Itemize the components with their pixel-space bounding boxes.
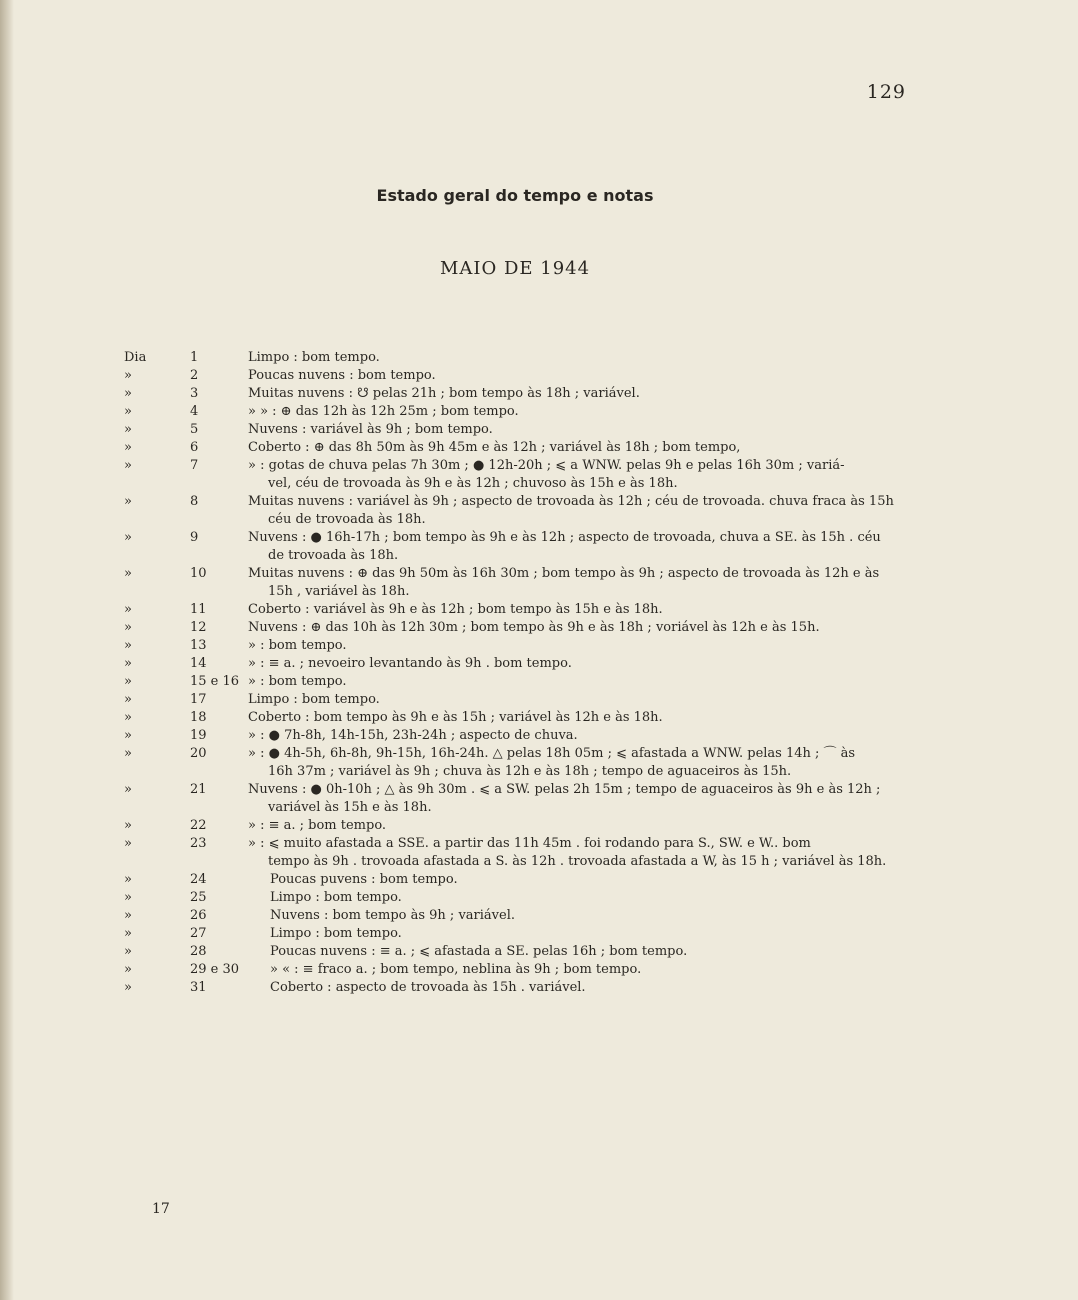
entry-marker: »: [124, 692, 132, 707]
entry-text-continuation: 15h , variável às 18h.: [268, 584, 410, 599]
entry-row: [120, 925, 910, 943]
entry-text-continuation: tempo às 9h . trovoada afastada a S. às 12h . trovoada afastada a W, às 15 h ; variável às 18h.: [268, 854, 887, 869]
entry-day: 7: [190, 458, 199, 473]
entry-day: 1: [190, 350, 199, 365]
entry-row: [120, 655, 910, 673]
entry-row: [120, 637, 910, 655]
entry-day: 6: [190, 440, 199, 455]
entry-marker: »: [124, 926, 132, 941]
entry-marker: »: [124, 638, 132, 653]
entry-marker: »: [124, 782, 132, 797]
entry-row: [120, 367, 910, 385]
entry-text: » : ● 4h-5h, 6h-8h, 9h-15h, 16h-24h. △ pelas 18h 05m ; ⩽ afastada a WNW. pelas 14h ; ⌒ às: [248, 746, 856, 761]
entry-day: 26: [190, 908, 207, 923]
entry-day: 20: [190, 746, 207, 761]
entry-text: » : bom tempo.: [248, 674, 347, 689]
entry-text: » : ⩽ muito afastada a SSE. a partir das 11h 45m . foi rodando para S., SW. e W.. bom: [248, 836, 811, 851]
entry-day: 21: [190, 782, 207, 797]
entry-row: [120, 709, 910, 727]
entry-day: 3: [190, 386, 199, 401]
entry-day: 27: [190, 926, 207, 941]
entry-text: Coberto : variável às 9h e às 12h ; bom tempo às 15h e às 18h.: [248, 602, 663, 617]
entry-day: 22: [190, 818, 207, 833]
page-title: Estado geral do tempo e notas: [376, 186, 654, 205]
entry-day: 2: [190, 368, 199, 383]
entry-text: Nuvens : ● 0h-10h ; △ às 9h 30m . ⩽ a SW. pelas 2h 15m ; tempo de aguaceiros às 9h e às 12h ;: [248, 782, 881, 797]
entry-text: » : ≡ a. ; nevoeiro levantando às 9h . bom tempo.: [248, 656, 572, 671]
entry-marker: »: [124, 944, 132, 959]
entry-marker: »: [124, 530, 132, 545]
entry-marker: »: [124, 746, 132, 761]
entry-marker: Dia: [124, 350, 147, 365]
entry-marker: »: [124, 458, 132, 473]
entry-day: 11: [190, 602, 207, 617]
entry-text-continuation: vel, céu de trovoada às 9h e às 12h ; chuvoso às 15h e às 18h.: [268, 476, 678, 491]
entry-text-continuation: variável às 15h e às 18h.: [268, 800, 432, 815]
entry-day: 9: [190, 530, 199, 545]
entry-row: [120, 457, 910, 493]
entry-row: [120, 817, 910, 835]
entry-text: Muitas nuvens : variável às 9h ; aspecto de trovoada às 12h ; céu de trovoada. chuva fraca às 15h: [248, 494, 894, 509]
entry-day: 23: [190, 836, 207, 851]
entry-text: Nuvens : bom tempo às 9h ; variável.: [270, 908, 515, 923]
entry-row: [120, 673, 910, 691]
entry-row: [120, 565, 910, 601]
entry-text: » : ≡ a. ; bom tempo.: [248, 818, 387, 833]
entry-row: [120, 691, 910, 709]
entry-text-continuation: 16h 37m ; variável às 9h ; chuva às 12h e às 18h ; tempo de aguaceiros às 15h.: [268, 764, 792, 779]
entry-day: 5: [190, 422, 199, 437]
entry-marker: »: [124, 872, 132, 887]
entry-day: 12: [190, 620, 207, 635]
entry-day: 13: [190, 638, 207, 653]
entry-marker: »: [124, 962, 132, 977]
entry-row: [120, 349, 910, 367]
entry-marker: »: [124, 602, 132, 617]
entry-row: [120, 979, 910, 997]
entry-marker: »: [124, 710, 132, 725]
entry-day: 4: [190, 404, 199, 419]
entry-row: [120, 889, 910, 907]
entry-text: Nuvens : variável às 9h ; bom tempo.: [248, 422, 493, 437]
entry-text: » « : ≡ fraco a. ; bom tempo, neblina às 9h ; bom tempo.: [270, 962, 642, 977]
entry-day: 25: [190, 890, 207, 905]
entry-marker: »: [124, 386, 132, 401]
entry-row: [120, 745, 910, 781]
entry-marker: »: [124, 908, 132, 923]
entry-row: [120, 907, 910, 925]
entry-day: 8: [190, 494, 199, 509]
entry-text: Coberto : bom tempo às 9h e às 15h ; variável às 12h e às 18h.: [248, 710, 663, 725]
entry-row: [120, 835, 910, 871]
entry-day: 14: [190, 656, 207, 671]
footer-number: 17: [152, 1201, 170, 1217]
entry-day: 17: [190, 692, 207, 707]
entry-text: Muitas nuvens : ☋ pelas 21h ; bom tempo às 18h ; variável.: [248, 386, 640, 401]
weather-entries-list: [120, 349, 910, 997]
entry-marker: »: [124, 674, 132, 689]
page-number: 129: [866, 81, 906, 103]
page-subtitle: MAIO DE 1944: [439, 258, 591, 279]
entry-marker: »: [124, 620, 132, 635]
entry-text: Nuvens : ⊕ das 10h às 12h 30m ; bom tempo às 9h e às 18h ; voriável às 12h e às 15h.: [248, 620, 820, 635]
entry-row: [120, 871, 910, 889]
entry-row: [120, 943, 910, 961]
entry-marker: »: [124, 440, 132, 455]
entry-day: 15 e 16: [190, 674, 240, 689]
entry-marker: »: [124, 368, 132, 383]
entry-day: 19: [190, 728, 207, 743]
entry-text: Coberto : ⊕ das 8h 50m às 9h 45m e às 12h ; variável às 18h ; bom tempo,: [248, 440, 741, 455]
entry-row: [120, 403, 910, 421]
entry-text: Poucas puvens : bom tempo.: [270, 872, 458, 887]
entry-text: Poucas nuvens : ≡ a. ; ⩽ afastada a SE. pelas 16h ; bom tempo.: [270, 944, 688, 959]
entry-text: Muitas nuvens : ⊕ das 9h 50m às 16h 30m ; bom tempo às 9h ; aspecto de trovoada às 12h e às: [248, 566, 880, 581]
entry-text: » : gotas de chuva pelas 7h 30m ; ● 12h-20h ; ⩽ a WNW. pelas 9h e pelas 16h 30m ; variá-: [248, 458, 845, 473]
entry-marker: »: [124, 818, 132, 833]
entry-text: » » : ⊕ das 12h às 12h 25m ; bom tempo.: [248, 404, 519, 419]
entry-day: 29 e 30: [190, 962, 240, 977]
entry-day: 24: [190, 872, 207, 887]
entry-marker: »: [124, 980, 132, 995]
entry-row: [120, 727, 910, 745]
entry-text: Limpo : bom tempo.: [248, 692, 380, 707]
entry-marker: »: [124, 494, 132, 509]
entry-text: Poucas nuvens : bom tempo.: [248, 368, 436, 383]
entry-row: [120, 439, 910, 457]
entry-marker: »: [124, 422, 132, 437]
entry-text-continuation: de trovoada às 18h.: [268, 548, 399, 563]
entry-text: Limpo : bom tempo.: [270, 926, 402, 941]
entry-row: [120, 961, 910, 979]
entry-text: Nuvens : ● 16h-17h ; bom tempo às 9h e às 12h ; aspecto de trovoada, chuva a SE. às 15h . céu: [248, 530, 881, 545]
entry-day: 18: [190, 710, 207, 725]
entry-row: [120, 601, 910, 619]
entry-row: [120, 781, 910, 817]
entry-text-continuation: céu de trovoada às 18h.: [268, 512, 426, 527]
entry-row: [120, 493, 910, 529]
entry-marker: »: [124, 890, 132, 905]
entry-text: Limpo : bom tempo.: [248, 350, 380, 365]
entry-row: [120, 421, 910, 439]
entry-marker: »: [124, 404, 132, 419]
entry-day: 10: [190, 566, 207, 581]
entry-marker: »: [124, 566, 132, 581]
entry-day: 31: [190, 980, 207, 995]
entry-text: » : ● 7h-8h, 14h-15h, 23h-24h ; aspecto de chuva.: [248, 728, 578, 743]
entry-text: Coberto : aspecto de trovoada às 15h . variável.: [270, 980, 586, 995]
entry-row: [120, 619, 910, 637]
entry-marker: »: [124, 728, 132, 743]
entry-text: » : bom tempo.: [248, 638, 347, 653]
entry-marker: »: [124, 656, 132, 671]
entry-day: 28: [190, 944, 207, 959]
entry-text: Limpo : bom tempo.: [270, 890, 402, 905]
entry-row: [120, 385, 910, 403]
entry-row: [120, 529, 910, 565]
entry-marker: »: [124, 836, 132, 851]
